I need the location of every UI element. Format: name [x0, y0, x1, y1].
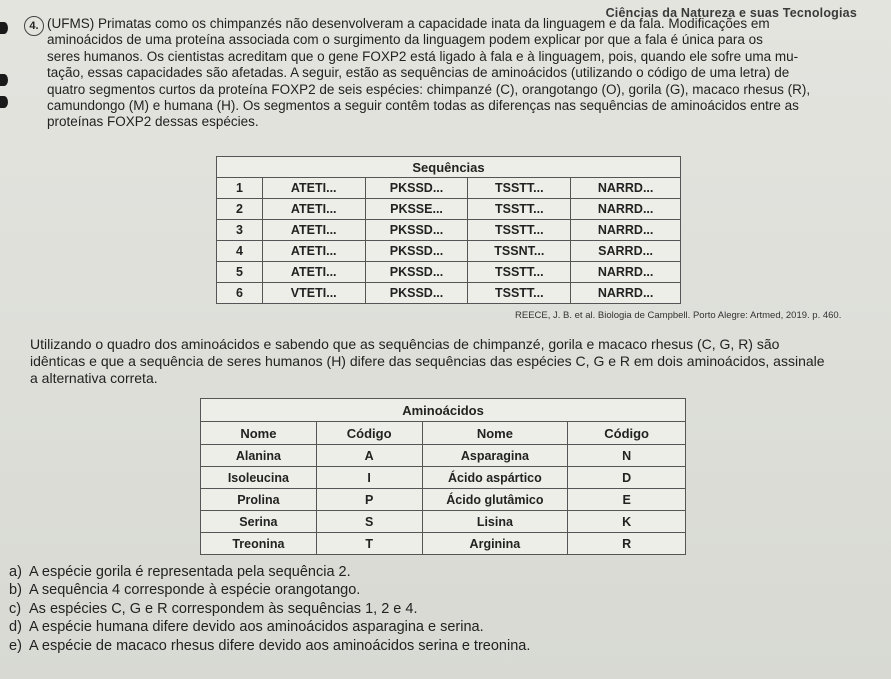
option-letter: e) [9, 637, 22, 654]
amino-acids-table [200, 398, 686, 555]
table-cell: TSSTT... [468, 199, 571, 220]
table-cell: S [316, 511, 422, 533]
table-cell: A [316, 445, 422, 467]
sequences-table-title: Sequências [217, 157, 681, 178]
option-e[interactable] [9, 637, 869, 655]
option-a[interactable] [9, 563, 869, 581]
option-text: As espécies C, G e R correspondem às sequências 1, 2 e 4. [29, 600, 418, 617]
table-cell: TSSTT... [468, 283, 571, 304]
option-b[interactable] [9, 581, 869, 599]
table-cell: Alanina [201, 445, 317, 467]
table-row [201, 489, 686, 511]
intro-line: aminoácidos de uma proteína associada com o surgimento da linguagem podem explicar por que a fala é única para os [47, 32, 763, 48]
table-cell: I [316, 467, 422, 489]
option-text: A espécie de macaco rhesus difere devido aos aminoácidos serina e treonina. [29, 637, 531, 654]
column-header: Nome [201, 422, 317, 445]
prompt-line: idênticas e que a sequência de seres humanos (H) difere das sequências das espécies C, G e R em dois aminoácidos, assinale [30, 353, 825, 369]
table-row [201, 511, 686, 533]
binding-hole-icon [0, 96, 8, 108]
answer-options [9, 563, 869, 655]
table-cell: Isoleucina [201, 467, 317, 489]
table-cell: Asparagina [422, 445, 568, 467]
intro-line: camundongo (M) e humana (H). Os segmentos a seguir contêm todas as diferenças nas sequências de aminoácidos entre as [47, 98, 799, 114]
intro-line: (UFMS) Primatas como os chimpanzés não desenvolveram a capacidade inata da linguagem e da fala. Modificações em [47, 16, 770, 31]
question-number: 4. [24, 16, 44, 36]
table-cell: NARRD... [571, 262, 681, 283]
table-row [217, 262, 681, 283]
sequence-number: 1 [217, 178, 263, 199]
table-row [201, 445, 686, 467]
sequence-number: 6 [217, 283, 263, 304]
table-row [217, 199, 681, 220]
table-cell: PKSSD... [365, 241, 468, 262]
question-prompt [30, 336, 870, 387]
table-cell: VTETI... [262, 283, 365, 304]
table-cell: NARRD... [571, 178, 681, 199]
option-text: A espécie humana difere devido aos aminoácidos asparagina e serina. [29, 619, 484, 636]
table-cell: TSSNT... [468, 241, 571, 262]
table-row [217, 220, 681, 241]
table-row [217, 241, 681, 262]
table-cell: Ácido aspártico [422, 467, 568, 489]
option-text: A espécie gorila é representada pela sequência 2. [29, 564, 351, 580]
table-cell: PKSSE... [365, 199, 468, 220]
table-cell: E [568, 489, 686, 511]
table-cell: NARRD... [571, 283, 681, 304]
option-letter: c) [9, 600, 22, 617]
option-letter: a) [9, 564, 22, 580]
table-cell: TSSTT... [468, 220, 571, 241]
table-cell: ATETI... [262, 199, 365, 220]
option-letter: d) [9, 619, 22, 636]
intro-line: tação, essas capacidades são afetadas. A seguir, estão as sequências de aminoácidos (utilizando o código de uma letra) de [47, 65, 790, 81]
table-cell: TSSTT... [468, 178, 571, 199]
option-d[interactable] [9, 618, 869, 636]
table-cell: PKSSD... [365, 220, 468, 241]
column-header: Nome [422, 422, 568, 445]
table-cell: K [568, 511, 686, 533]
table-row [217, 178, 681, 199]
intro-line: seres humanos. Os cientistas acreditam que o gene FOXP2 está ligado à fala e à linguagem, pois, quando ele sofre uma mu- [47, 48, 799, 64]
sequence-number: 4 [217, 241, 263, 262]
table-cell: NARRD... [571, 220, 681, 241]
column-header: Código [568, 422, 686, 445]
prompt-line: a alternativa correta. [30, 370, 158, 386]
table-header-row [201, 422, 686, 445]
table-cell: ATETI... [262, 220, 365, 241]
table-cell: Arginina [422, 533, 568, 555]
option-text: A sequência 4 corresponde à espécie orangotango. [29, 582, 361, 599]
prompt-line: Utilizando o quadro dos aminoácidos e sabendo que as sequências de chimpanzé, gorila e macaco rhesus (C, G, R) são [30, 336, 780, 352]
table-row [217, 283, 681, 304]
sequence-number: 5 [217, 262, 263, 283]
table-cell: P [316, 489, 422, 511]
table-cell: NARRD... [571, 199, 681, 220]
table-cell: Prolina [201, 489, 317, 511]
option-letter: b) [9, 582, 22, 599]
binding-hole-icon [0, 74, 8, 86]
table-cell: TSSTT... [468, 262, 571, 283]
table-cell: R [568, 533, 686, 555]
question-intro [47, 16, 847, 131]
table-cell: N [568, 445, 686, 467]
binding-hole-icon [0, 22, 8, 34]
table-cell: ATETI... [262, 178, 365, 199]
table-cell: ATETI... [262, 241, 365, 262]
table-row [201, 467, 686, 489]
table-cell: Serina [201, 511, 317, 533]
table-cell: PKSSD... [365, 283, 468, 304]
table-cell: PKSSD... [365, 178, 468, 199]
source-citation: REECE, J. B. et al. Biologia de Campbell. Porto Alegre: Artmed, 2019. p. 460. [515, 310, 842, 321]
section-header: Ciências da Natureza e suas Tecnologias [605, 6, 857, 20]
table-cell: ATETI... [262, 262, 365, 283]
table-cell: Ácido glutâmico [422, 489, 568, 511]
amino-table-title: Aminoácidos [201, 399, 686, 422]
table-row [201, 533, 686, 555]
option-c[interactable] [9, 600, 869, 618]
table-cell: T [316, 533, 422, 555]
sequence-number: 2 [217, 199, 263, 220]
table-cell: Treonina [201, 533, 317, 555]
sequences-table [216, 156, 681, 304]
table-cell: PKSSD... [365, 262, 468, 283]
intro-line: quatro segmentos curtos da proteína FOXP2 de seis espécies: chimpanzé (C), orangotango (O), gorila (G), macaco rhesus (R), [47, 81, 811, 97]
table-cell: SARRD... [571, 241, 681, 262]
table-cell: D [568, 467, 686, 489]
column-header: Código [316, 422, 422, 445]
sequence-number: 3 [217, 220, 263, 241]
intro-line: proteínas FOXP2 dessas espécies. [47, 114, 259, 130]
table-cell: Lisina [422, 511, 568, 533]
